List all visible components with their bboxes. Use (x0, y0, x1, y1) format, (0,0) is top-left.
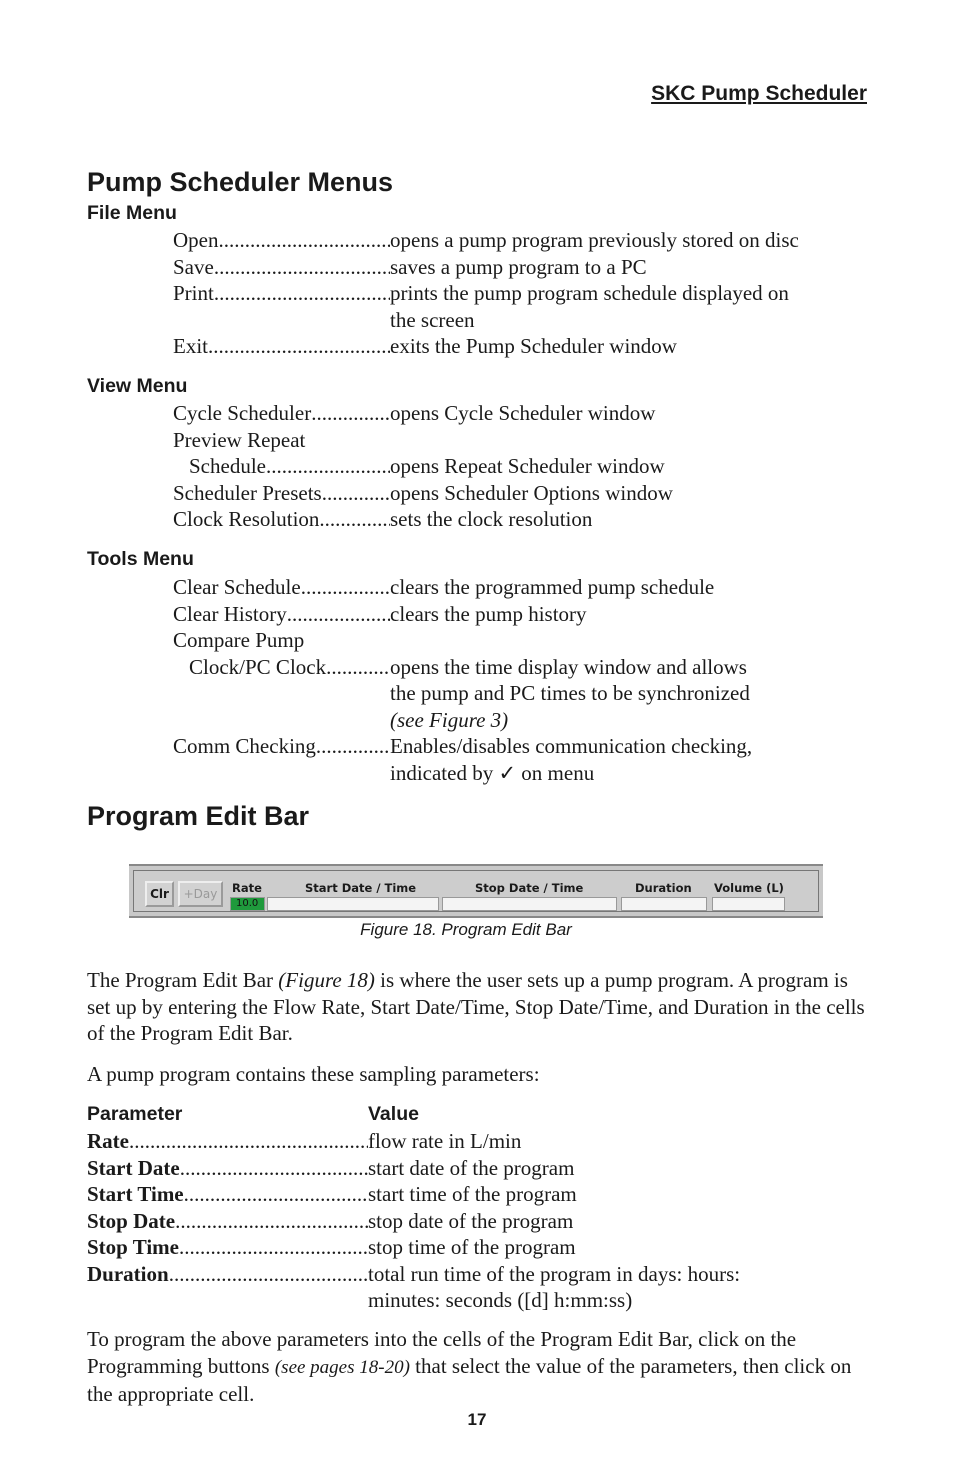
tools-menu-heading: Tools Menu (87, 548, 194, 570)
entry-term: Clear History (173, 601, 287, 626)
duration-label: Duration (635, 881, 692, 895)
entry-desc: opens Repeat Scheduler window (390, 454, 665, 478)
value-header: Value (368, 1103, 419, 1125)
menu-entry-open (173, 227, 873, 254)
param-row-stop-time (87, 1234, 877, 1261)
duration-cell[interactable] (621, 897, 707, 911)
section-title-menus: Pump Scheduler Menus (87, 167, 394, 197)
param-row-start-time (87, 1181, 877, 1208)
para-text: that select the value of the parameters, then click on the appropriate cell. (87, 1353, 852, 1406)
menu-entry-cycle-scheduler (173, 400, 873, 427)
para-text: The Program Edit Bar (87, 968, 279, 992)
entry-desc: opens Scheduler Options window (390, 480, 673, 505)
menu-entry-save (173, 254, 873, 281)
tools-menu-list (173, 574, 873, 786)
view-menu-list (173, 400, 873, 533)
program-edit-bar (129, 864, 823, 918)
volume-cell[interactable] (712, 897, 785, 911)
param-row-start-date (87, 1155, 877, 1182)
menu-entry-clear-schedule (173, 574, 873, 601)
param-row-duration (87, 1261, 877, 1314)
entry-desc: opens a pump program previously stored on disc (390, 228, 799, 252)
entry-term: Clock/PC Clock (189, 654, 327, 679)
entry-desc: Enables/disables communication checking, (390, 734, 753, 758)
file-menu-heading: File Menu (87, 202, 177, 224)
param-desc: start date of the program (368, 1155, 575, 1180)
entry-term: Exit (173, 334, 208, 358)
parameter-header: Parameter (87, 1103, 183, 1125)
menu-entry-comm-checking (173, 733, 873, 786)
view-menu-heading: View Menu (87, 375, 188, 397)
param-row-stop-date (87, 1208, 877, 1235)
start-date-cell[interactable] (267, 897, 439, 911)
param-term: Start Date (87, 1155, 180, 1180)
closing-paragraph (87, 1326, 872, 1408)
param-row-rate (87, 1128, 877, 1155)
param-desc: start time of the program (368, 1182, 577, 1206)
param-term: Stop Date (87, 1208, 176, 1233)
entry-desc: exits the Pump Scheduler window (390, 334, 677, 358)
entry-desc-cont: the screen (390, 307, 475, 332)
menu-entry-preview-repeat (173, 427, 873, 454)
volume-label: Volume (L) (714, 881, 784, 895)
param-desc: stop date of the program (368, 1208, 574, 1233)
param-term: Stop Time (87, 1235, 179, 1259)
page-number: 17 (467, 1410, 487, 1429)
entry-term: Schedule (189, 454, 266, 478)
add-day-button[interactable]: +Day (178, 881, 223, 907)
start-date-label: Start Date / Time (305, 881, 417, 895)
entry-term: Clear Schedule (173, 575, 301, 599)
entry-term: Open (173, 228, 219, 252)
running-head: SKC Pump Scheduler (651, 82, 867, 105)
menu-entry-exit (173, 333, 873, 360)
menu-entry-clock-resolution (173, 506, 873, 533)
stop-date-cell[interactable] (442, 897, 617, 911)
entry-term: Clock Resolution (173, 507, 320, 531)
menu-entry-scheduler-presets (173, 480, 873, 507)
clear-button[interactable]: Clr (145, 881, 174, 907)
entry-desc: prints the pump program schedule displayed on (390, 281, 789, 305)
entry-term: Cycle Scheduler (173, 401, 312, 425)
para-text: To program the above parameters into the cells of the Program Edit Bar, click on the Programming buttons (87, 1327, 797, 1378)
menu-entry-compare-pump (173, 627, 873, 654)
entry-desc: opens Cycle Scheduler window (390, 401, 656, 425)
param-term: Duration (87, 1261, 169, 1286)
entry-term: Compare Pump (173, 628, 305, 652)
entry-term: Save (173, 254, 214, 279)
page-reference: (see pages 18-20) (274, 1356, 410, 1378)
param-desc: flow rate in L/min (368, 1129, 522, 1153)
entry-desc-cont: indicated by ✓ on menu (390, 760, 595, 785)
entry-desc: opens the time display window and allows (390, 654, 747, 679)
param-desc-cont: minutes: seconds ([d] h:mm:ss) (368, 1288, 633, 1312)
menu-entry-clock-pc-clock (173, 654, 873, 734)
parameter-list (87, 1128, 877, 1314)
intro-paragraph (87, 967, 872, 1047)
file-menu-list (173, 227, 873, 360)
menu-entry-print (173, 280, 873, 333)
param-term: Start Time (87, 1182, 184, 1206)
param-term: Rate (87, 1129, 129, 1153)
entry-term: Preview Repeat (173, 427, 306, 452)
entry-desc: clears the programmed pump schedule (390, 575, 715, 599)
entry-term: Print (173, 281, 214, 305)
stop-date-label: Stop Date / Time (475, 881, 584, 895)
menu-entry-clear-history (173, 601, 873, 628)
param-desc: total run time of the program in days: hours: (368, 1261, 741, 1286)
menu-entry-schedule (173, 453, 873, 480)
entry-desc: sets the clock resolution (390, 507, 593, 531)
entry-term: Comm Checking (173, 734, 316, 758)
para-text: is where the user sets up a pump program. A program is set up by entering the Flow Rate, Start Date/Time, Stop Date/Time, and Duration in the cells of the Program Edit Bar. (87, 968, 865, 1045)
entry-desc: saves a pump program to a PC (390, 254, 647, 279)
entry-term: Scheduler Presets (173, 480, 322, 505)
figure-reference: (Figure 18) (278, 968, 375, 992)
entry-desc-cont: the pump and PC times to be synchronized (390, 681, 750, 705)
section-title-edit-bar: Program Edit Bar (87, 801, 310, 831)
rate-cell[interactable]: 10.0 (230, 897, 265, 911)
figure-caption: Figure 18. Program Edit Bar (360, 920, 572, 939)
entry-desc-ref: (see Figure 3) (390, 707, 509, 732)
rate-label: Rate (232, 881, 262, 895)
entry-desc: clears the pump history (390, 601, 587, 626)
param-desc: stop time of the program (368, 1235, 576, 1259)
parameters-intro: A pump program contains these sampling parameters: (87, 1062, 540, 1086)
